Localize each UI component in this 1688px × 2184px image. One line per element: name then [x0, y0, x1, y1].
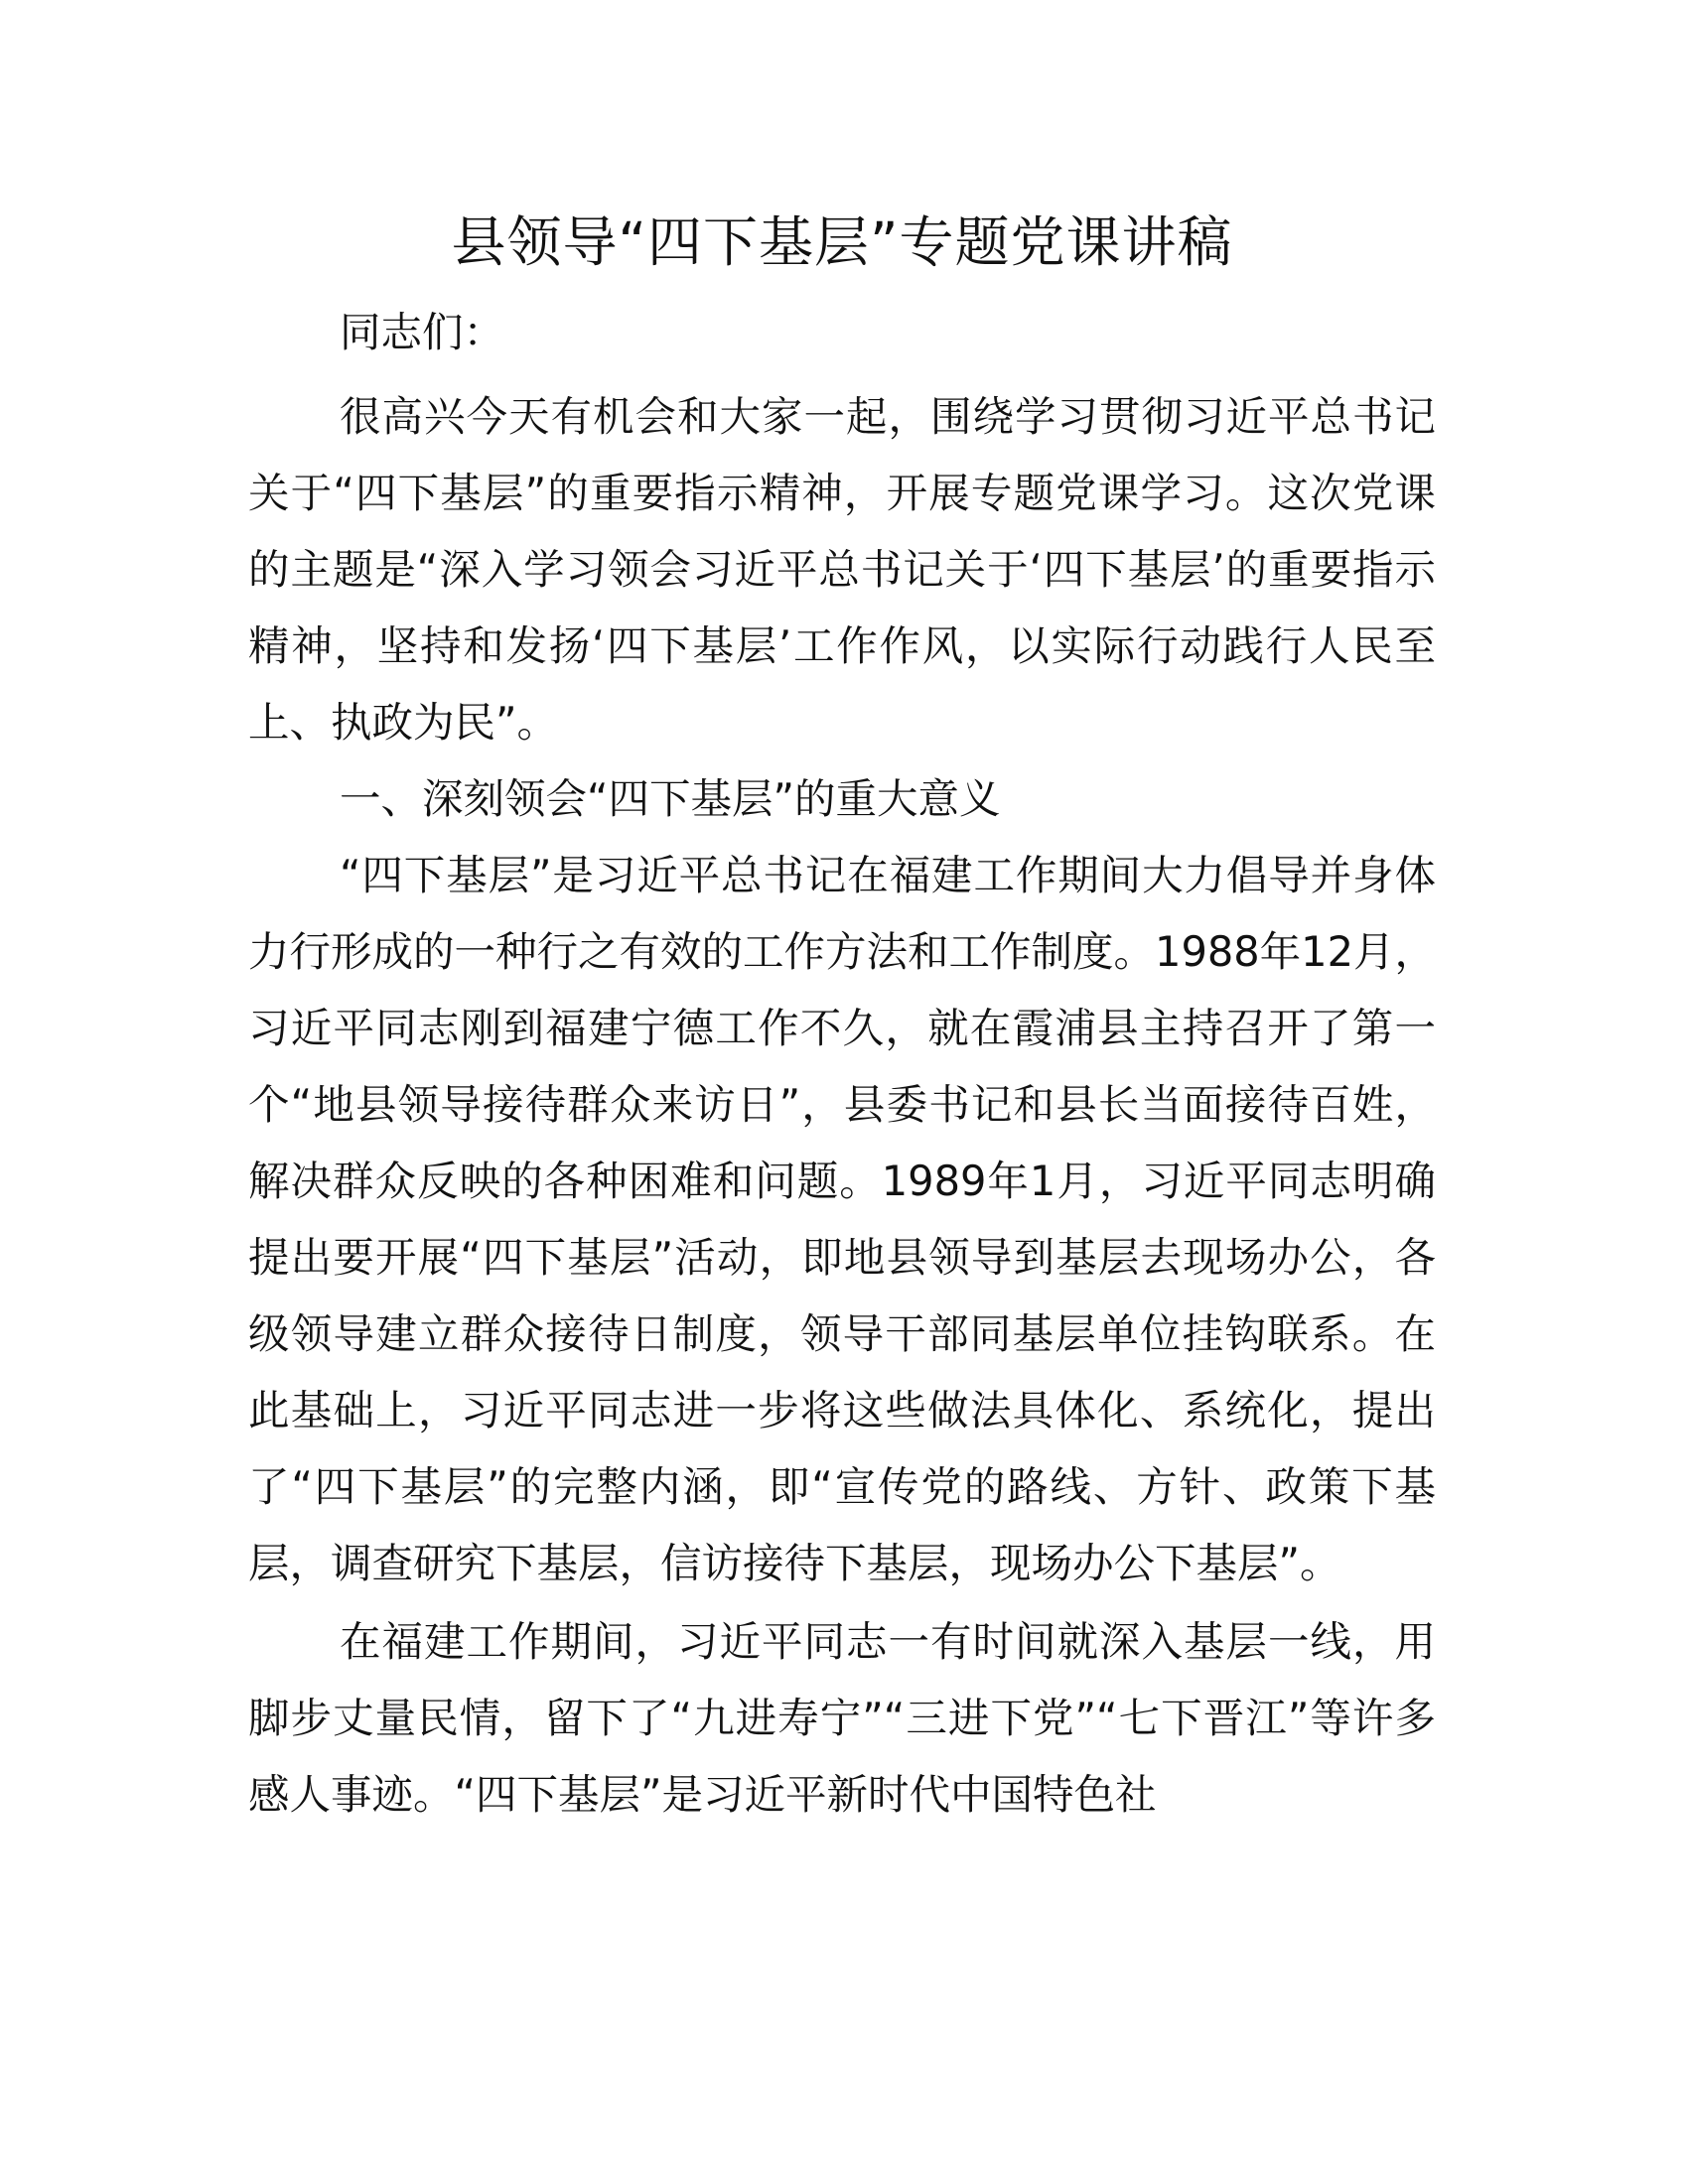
document-title: 县领导“四下基层”专题党课讲稿 — [451, 210, 1233, 274]
greeting: 同志们： — [340, 308, 505, 356]
paragraph-history: “四下基层”是习近平总书记在福建工作期间大力倡导并身体力行形成的一种行之有效的工作方法和工作制度。1988年12月，习近平同志刚到福建宁德工作不久，就在霞浦县主持召开了第一个“地县领导接待群众来访日”，县委书记和县长当面接待百姓，解决群众反映的各种困难和问题。1989年1月，习近平同志明确提出要开展“四下基层”活动，即地县领导到基层去现场办公，各级领导建立群众接待日制度，领导干部同基层单位挂钩联系。在此基础上，习近平同志进一步将这些做法具体化、系统化，提出了“四下基层”的完整内涵，即“宣传党的路线、方针、政策下基层，调查研究下基层，信访接待下基层，现场办公下基层”。 — [248, 851, 1436, 1587]
paragraph-intro: 很高兴今天有机会和大家一起，围绕学习贯彻习近平总书记关于“四下基层”的重要指示精神，开展专题党课学习。这次党课的主题是“深入学习领会习近平总书记关于‘四下基层’的重要指示精神，坚持和发扬‘四下基层’工作作风，以实际行动践行人民至上、执政为民”。 — [248, 392, 1436, 747]
document-body — [248, 195, 1436, 1833]
section-heading-1: 一、深刻领会“四下基层”的重大意义 — [340, 774, 1001, 823]
paragraph-fujian: 在福建工作期间，习近平同志一有时间就深入基层一线，用脚步丈量民情，留下了“九进寿宁”“三进下党”“七下晋江”等许多感人事迹。“四下基层”是习近平新时代中国特色社 — [248, 1617, 1436, 1819]
